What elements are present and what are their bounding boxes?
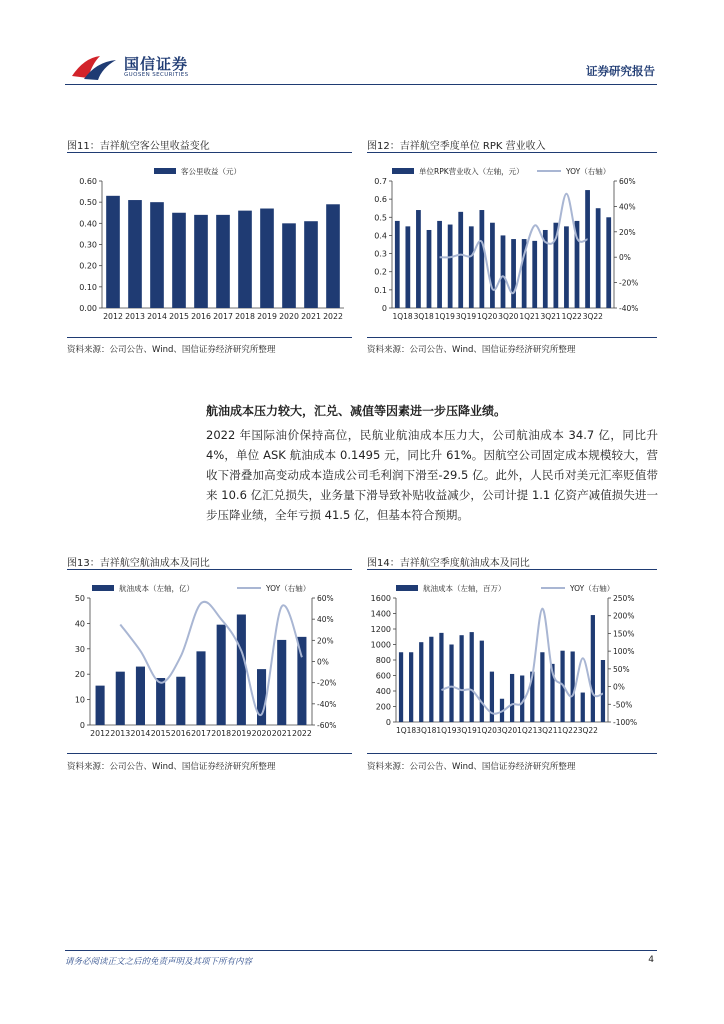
bar bbox=[469, 226, 474, 308]
bar bbox=[277, 640, 286, 725]
y-tick-label-right: -20% bbox=[317, 678, 337, 688]
x-tick-label: 1Q20 bbox=[476, 726, 497, 735]
y-tick-label-left: 0.6 bbox=[374, 195, 387, 205]
y-tick-label-right: -50% bbox=[613, 700, 633, 710]
bar bbox=[194, 215, 208, 308]
y-tick-label-right: 60% bbox=[619, 177, 636, 186]
figure-14-source: 资料来源：公司公告、Wind、国信证券经济研究所整理 bbox=[367, 762, 576, 772]
bar bbox=[458, 212, 463, 308]
figure-11-title: 图11：吉祥航空客公里收益变化 bbox=[67, 141, 210, 152]
figure-13-rule bbox=[67, 569, 352, 570]
y-tick-label-right: 250% bbox=[613, 594, 635, 603]
bar bbox=[429, 637, 433, 722]
x-tick-label: 1Q19 bbox=[434, 312, 455, 321]
bar bbox=[405, 226, 410, 308]
legend-bar-swatch bbox=[92, 585, 114, 591]
figure-14-bottom-rule bbox=[367, 753, 657, 754]
x-tick-label: 3Q20 bbox=[498, 312, 519, 321]
x-tick-label: 3Q21 bbox=[537, 726, 558, 735]
legend-label: 航油成本（左轴，亿） bbox=[119, 584, 194, 593]
y-tick-label-left: 1200 bbox=[370, 625, 391, 634]
y-tick-label-right: 100% bbox=[613, 647, 635, 657]
bar bbox=[282, 223, 296, 308]
y-tick-label-right: -100% bbox=[613, 718, 638, 727]
y-tick-label-left: 0.50 bbox=[79, 198, 97, 208]
y-tick-label-right: -60% bbox=[317, 721, 337, 730]
figure-14-chart bbox=[362, 575, 658, 747]
bar bbox=[395, 221, 400, 308]
page-number: 4 bbox=[648, 955, 654, 965]
figure-12-source: 资料来源：公司公告、Wind、国信证券经济研究所整理 bbox=[367, 345, 576, 355]
bar bbox=[238, 211, 252, 308]
bar bbox=[260, 209, 274, 308]
bar bbox=[172, 213, 186, 308]
legend-label: YOY（右轴） bbox=[566, 167, 611, 176]
x-tick-label: 2016 bbox=[191, 312, 211, 321]
legend-label: 航油成本（左轴，百万） bbox=[423, 584, 506, 593]
x-tick-label: 3Q18 bbox=[413, 312, 434, 321]
figure-13-chart bbox=[62, 575, 354, 747]
x-tick-label: 2021 bbox=[301, 312, 321, 321]
section-heading: 航油成本压力较大，汇兑、减值等因素进一步压降业绩。 bbox=[206, 404, 507, 418]
x-tick-label: 2014 bbox=[147, 312, 167, 321]
y-tick-label-left: 0.5 bbox=[374, 213, 387, 223]
x-tick-label: 2018 bbox=[211, 729, 232, 738]
x-tick-label: 1Q20 bbox=[477, 312, 498, 321]
bar bbox=[606, 217, 611, 308]
x-tick-label: 2012 bbox=[103, 312, 123, 321]
x-tick-label: 3Q19 bbox=[456, 726, 477, 735]
x-tick-label: 2015 bbox=[150, 729, 171, 738]
bar bbox=[448, 225, 453, 308]
legend-label: 客公里收益（元） bbox=[181, 167, 241, 176]
y-tick-label-left: 1400 bbox=[370, 609, 391, 619]
bar bbox=[540, 652, 544, 722]
bar bbox=[297, 637, 306, 725]
figure-12-title: 图12：吉祥航空季度单位 RPK 营业收入 bbox=[367, 141, 546, 152]
figure-11-rule bbox=[67, 152, 352, 153]
x-tick-label: 1Q21 bbox=[517, 726, 538, 735]
bar bbox=[106, 196, 120, 308]
x-tick-label: 1Q19 bbox=[436, 726, 457, 735]
y-tick-label-right: 40% bbox=[317, 615, 334, 625]
y-tick-label-right: 150% bbox=[613, 629, 635, 639]
bar bbox=[490, 223, 495, 308]
x-tick-label: 3Q22 bbox=[582, 312, 603, 321]
bar bbox=[427, 230, 432, 308]
figure-11-source: 资料来源：公司公告、Wind、国信证券经济研究所整理 bbox=[67, 345, 276, 355]
bar bbox=[216, 215, 230, 308]
x-tick-label: 2018 bbox=[235, 312, 255, 321]
bar bbox=[532, 241, 537, 308]
y-tick-label-left: 0.3 bbox=[374, 249, 387, 259]
bar bbox=[176, 677, 185, 725]
bar bbox=[217, 625, 226, 725]
x-tick-label: 3Q18 bbox=[416, 726, 437, 735]
x-tick-label: 2012 bbox=[90, 729, 111, 738]
bar bbox=[449, 645, 453, 723]
bar bbox=[150, 202, 164, 308]
x-tick-label: 2022 bbox=[291, 729, 312, 738]
bar bbox=[437, 221, 442, 308]
guosen-logo-icon bbox=[70, 52, 120, 82]
yoy-line bbox=[120, 602, 302, 715]
bar bbox=[419, 642, 423, 722]
legend-bar-swatch bbox=[396, 585, 418, 591]
bar bbox=[480, 641, 484, 722]
y-tick-label-left: 20 bbox=[74, 670, 85, 680]
y-tick-label-left: 0.4 bbox=[374, 231, 387, 241]
report-type: 证券研究报告 bbox=[586, 64, 655, 78]
y-tick-label-left: 0.00 bbox=[79, 304, 97, 313]
y-tick-label-left: 0.60 bbox=[79, 177, 97, 186]
figure-13-title: 图13：吉祥航空航油成本及同比 bbox=[67, 558, 210, 569]
x-tick-label: 1Q18 bbox=[395, 726, 417, 735]
y-tick-label-left: 30 bbox=[74, 644, 85, 654]
bar bbox=[156, 678, 165, 725]
bar bbox=[196, 651, 205, 725]
x-tick-label: 2013 bbox=[125, 312, 145, 321]
y-tick-label-left: 40 bbox=[74, 619, 85, 629]
x-tick-label: 2022 bbox=[323, 312, 343, 321]
y-tick-label-left: 0.10 bbox=[79, 282, 97, 292]
bar bbox=[510, 674, 514, 722]
y-tick-label-left: 0.20 bbox=[79, 261, 97, 271]
bar bbox=[459, 635, 463, 722]
y-tick-label-right: 0% bbox=[317, 657, 329, 667]
y-tick-label-left: 800 bbox=[375, 656, 391, 665]
legend-bar-swatch bbox=[392, 168, 414, 174]
y-tick-label-left: 1600 bbox=[370, 594, 391, 603]
y-tick-label-left: 200 bbox=[375, 702, 391, 712]
y-tick-label-right: -20% bbox=[619, 278, 639, 288]
section-body: 2022 年国际油价保持高位，民航业航油成本压力大，公司航油成本 34.7 亿，同比升 4%，单位 ASK 航油成本 0.1495 元，同比升 61%。因航空公司固定成本规模较大，营收下滑叠加高变动成本造成公司毛利润下滑至-29.5 亿。此外，人民币对美元汇率贬值带来 10.6 亿汇兑损失，业务量下滑导致补贴收益减少，公司计提 1.1 亿资产减值损失进一步压降业绩，全年亏损 41.5 亿，但基本符合预期。 bbox=[206, 428, 658, 522]
bar bbox=[399, 652, 403, 722]
legend-label: 单位RPK营业收入（左轴，元） bbox=[419, 167, 524, 176]
y-tick-label-right: 60% bbox=[317, 594, 334, 603]
y-tick-label-right: 0% bbox=[613, 682, 625, 692]
bar bbox=[601, 660, 605, 722]
bar bbox=[571, 651, 575, 722]
footer-divider bbox=[65, 950, 657, 951]
bar bbox=[326, 204, 340, 308]
y-tick-label-left: 1000 bbox=[370, 640, 391, 650]
y-tick-label-left: 0.1 bbox=[374, 285, 387, 295]
bar bbox=[581, 693, 585, 722]
y-tick-label-left: 0 bbox=[381, 304, 387, 313]
legend-label: YOY（右轴） bbox=[570, 584, 615, 593]
y-tick-label-right: 40% bbox=[619, 202, 636, 212]
x-tick-label: 2019 bbox=[231, 729, 252, 738]
bar bbox=[596, 208, 601, 308]
x-tick-label: 1Q18 bbox=[392, 312, 413, 321]
footer-disclaimer: 请务必阅读正文之后的免责声明及其项下所有内容 bbox=[65, 957, 253, 967]
y-tick-label-right: 200% bbox=[613, 611, 635, 621]
bar bbox=[591, 615, 595, 722]
legend-bar-swatch bbox=[154, 168, 176, 174]
x-tick-label: 3Q22 bbox=[577, 726, 598, 735]
x-tick-label: 2020 bbox=[279, 312, 299, 321]
figure-14-title: 图14：吉祥航空季度航油成本及同比 bbox=[367, 558, 530, 569]
x-tick-label: 2014 bbox=[130, 729, 151, 738]
y-tick-label-right: 20% bbox=[317, 636, 334, 646]
brand-name-en: GUOSEN SECURITIES bbox=[124, 72, 189, 78]
x-tick-label: 2021 bbox=[271, 729, 292, 738]
y-tick-label-left: 50 bbox=[74, 594, 85, 603]
figure-14-rule bbox=[367, 569, 657, 570]
brand-name: 国信证券 bbox=[124, 55, 189, 73]
figure-12-chart bbox=[362, 157, 658, 332]
x-tick-label: 1Q22 bbox=[557, 726, 578, 735]
header-divider bbox=[65, 84, 657, 85]
x-tick-label: 3Q20 bbox=[496, 726, 518, 735]
y-tick-label-left: 0.7 bbox=[374, 177, 387, 186]
y-tick-label-right: 20% bbox=[619, 227, 636, 237]
y-tick-label-right: 50% bbox=[613, 664, 630, 674]
figure-11-bottom-rule bbox=[67, 337, 352, 338]
x-tick-label: 2019 bbox=[257, 312, 277, 321]
y-tick-label-left: 600 bbox=[375, 671, 391, 681]
y-tick-label-left: 10 bbox=[74, 695, 85, 705]
y-tick-label-right: 0% bbox=[619, 253, 631, 263]
y-tick-label-right: -40% bbox=[619, 304, 639, 313]
y-tick-label-left: 0 bbox=[79, 721, 85, 730]
x-tick-label: 2016 bbox=[170, 729, 191, 738]
bar bbox=[304, 221, 318, 308]
y-tick-label-left: 0.40 bbox=[79, 219, 97, 229]
bar bbox=[501, 235, 506, 308]
x-tick-label: 3Q21 bbox=[540, 312, 561, 321]
bar bbox=[237, 615, 246, 725]
y-tick-label-left: 0.2 bbox=[374, 267, 387, 277]
x-tick-label: 2017 bbox=[191, 729, 211, 738]
x-tick-label: 2013 bbox=[110, 729, 131, 738]
x-tick-label: 2015 bbox=[169, 312, 189, 321]
bar bbox=[416, 210, 421, 308]
legend-label: YOY（右轴） bbox=[266, 584, 311, 593]
figure-12-rule bbox=[367, 152, 657, 153]
bar bbox=[409, 652, 413, 722]
figure-13-bottom-rule bbox=[67, 753, 352, 754]
y-tick-label-left: 0.30 bbox=[79, 240, 97, 250]
bar bbox=[470, 632, 474, 722]
bar bbox=[511, 239, 516, 308]
bar bbox=[136, 667, 145, 725]
figure-12-bottom-rule bbox=[367, 337, 657, 338]
bar bbox=[585, 190, 590, 308]
y-tick-label-left: 0 bbox=[385, 718, 391, 727]
bar bbox=[439, 633, 443, 722]
bar bbox=[257, 669, 266, 725]
y-tick-label-right: -40% bbox=[317, 699, 337, 709]
figure-11-chart bbox=[62, 157, 354, 332]
bar bbox=[128, 200, 142, 308]
bar bbox=[116, 672, 125, 725]
x-tick-label: 1Q21 bbox=[519, 312, 540, 321]
page-header bbox=[0, 0, 724, 86]
x-tick-label: 2017 bbox=[213, 312, 233, 321]
bar bbox=[96, 686, 105, 725]
x-tick-label: 2020 bbox=[251, 729, 272, 738]
y-tick-label-left: 400 bbox=[375, 687, 391, 696]
bar bbox=[564, 226, 569, 308]
x-tick-label: 3Q19 bbox=[455, 312, 477, 321]
bar bbox=[479, 210, 484, 308]
x-tick-label: 1Q22 bbox=[561, 312, 582, 321]
figure-13-source: 资料来源：公司公告、Wind、国信证券经济研究所整理 bbox=[67, 762, 276, 772]
